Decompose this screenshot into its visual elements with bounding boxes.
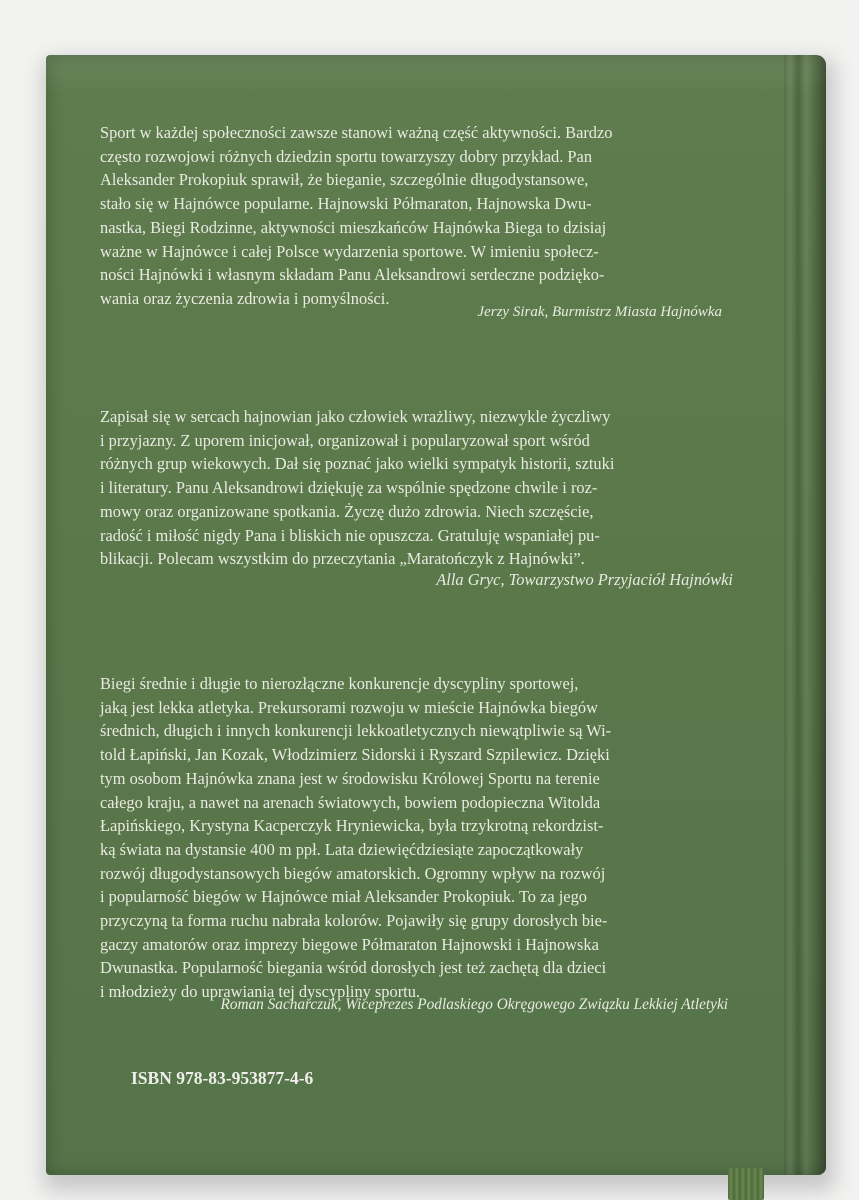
blurb-line: nastka, Biegi Rodzinne, aktywności mieszkańców Hajnówka Biega to dzisiaj xyxy=(100,217,607,237)
book-spine-edge xyxy=(784,55,826,1175)
blurb-line: Aleksander Prokopiuk sprawił, że bieganie, szczególnie długodystansowe, xyxy=(100,170,589,190)
blurb-line: średnich, długich i innych konkurencji lekkoatletycznych niewątpliwie są Wi- xyxy=(100,721,612,741)
blurb-line: jaką jest lekka atletyka. Prekursorami rozwoju w mieście Hajnówka biegów xyxy=(100,697,598,717)
blurb-line: wania oraz życzenia zdrowia i pomyślności. xyxy=(100,288,390,308)
blurb-line: Sport w każdej społeczności zawsze stanowi ważną część aktywności. Bardzo xyxy=(100,123,613,142)
blurb-line: ką świata na dystansie 400 m ppł. Lata dziewięćdziesiąte zapoczątkowały xyxy=(100,839,584,859)
blurb-mayor xyxy=(100,121,672,311)
signature-mayor: Jerzy Sirak, Burmistrz Miasta Hajnówka xyxy=(477,304,722,320)
signature-society: Alla Gryc, Towarzystwo Przyjaciół Hajnówki xyxy=(436,570,733,589)
blurb-line: całego kraju, a nawet na arenach światowych, bowiem podopieczna Witolda xyxy=(100,792,601,812)
bookmark-ribbon xyxy=(728,1168,764,1200)
blurb-line: gaczy amatorów oraz imprezy biegowe Półmaraton Hajnowski i Hajnowska xyxy=(100,934,599,954)
blurb-line: Dwunastka. Popularność biegania wśród dorosłych jest też zachętą dla dzieci xyxy=(100,958,607,978)
blurb-line: rozwój długodystansowych biegów amatorskich. Ogromny wpływ na rozwój xyxy=(100,863,606,883)
blurb-line: ważne w Hajnówce i całej Polsce wydarzenia sportowe. W imieniu społecz- xyxy=(100,241,599,261)
blurb-line: stało się w Hajnówce popularne. Hajnowski Półmaraton, Hajnowska Dwu- xyxy=(100,194,592,214)
blurb-society xyxy=(100,405,672,571)
blurb-line: told Łapiński, Jan Kozak, Włodzimierz Sidorski i Ryszard Szpilewicz. Dzięki xyxy=(100,745,610,765)
blurb-line: mowy oraz organizowane spotkania. Życzę dużo zdrowia. Niech szczęście, xyxy=(100,501,594,521)
blurb-line: często rozwojowi różnych dziedzin sportu towarzyszy dobry przykład. Pan xyxy=(100,146,593,166)
blurb-line: i młodzieży do uprawiania tej dyscypliny sportu. xyxy=(100,982,421,1002)
blurb-line: radość i miłość nigdy Pana i bliskich nie opuszcza. Gratuluję wspaniałej pu- xyxy=(100,525,600,545)
isbn-number: ISBN 978-83-953877-4-6 xyxy=(131,1068,314,1088)
blurb-athletics xyxy=(100,672,680,1004)
blurb-line: Zapisał się w sercach hajnowian jako człowiek wrażliwy, niezwykle życzliwy xyxy=(100,407,611,426)
cover-sheen xyxy=(46,55,826,95)
blurb-line: tym osobom Hajnówka znana jest w środowisku Królowej Sportu na terenie xyxy=(100,768,600,788)
blurb-line: ności Hajnówki i własnym składam Panu Aleksandrowi serdeczne podzięko- xyxy=(100,265,605,285)
blurb-line: i literatury. Panu Aleksandrowi dziękuję za wspólnie spędzone chwile i roz- xyxy=(100,478,598,498)
blurb-line: przyczyną ta forma ruchu nabrała kolorów. Pojawiły się grupy dorosłych bie- xyxy=(100,911,608,931)
blurb-line: różnych grup wiekowych. Dał się poznać jako wielki sympatyk historii, sztuki xyxy=(100,454,615,474)
signature-athletics: Roman Sacharczuk, Wiceprezes Podlaskiego Okręgowego Związku Lekkiej Atletyki xyxy=(220,996,728,1013)
blurb-line: i przyjazny. Z uporem inicjował, organizował i popularyzował sport wśród xyxy=(100,430,590,450)
blurb-line: i popularność biegów w Hajnówce miał Aleksander Prokopiuk. To za jego xyxy=(100,887,587,907)
blurb-line: Biegi średnie i długie to nierozłączne konkurencje dyscypliny sportowej, xyxy=(100,674,579,693)
blurb-line: Łapińskiego, Krystyna Kacperczyk Hryniewicka, była trzykrotną rekordzist- xyxy=(100,816,604,836)
blurb-line: blikacji. Polecam wszystkim do przeczytania „Maratończyk z Hajnówki”. xyxy=(100,549,585,569)
